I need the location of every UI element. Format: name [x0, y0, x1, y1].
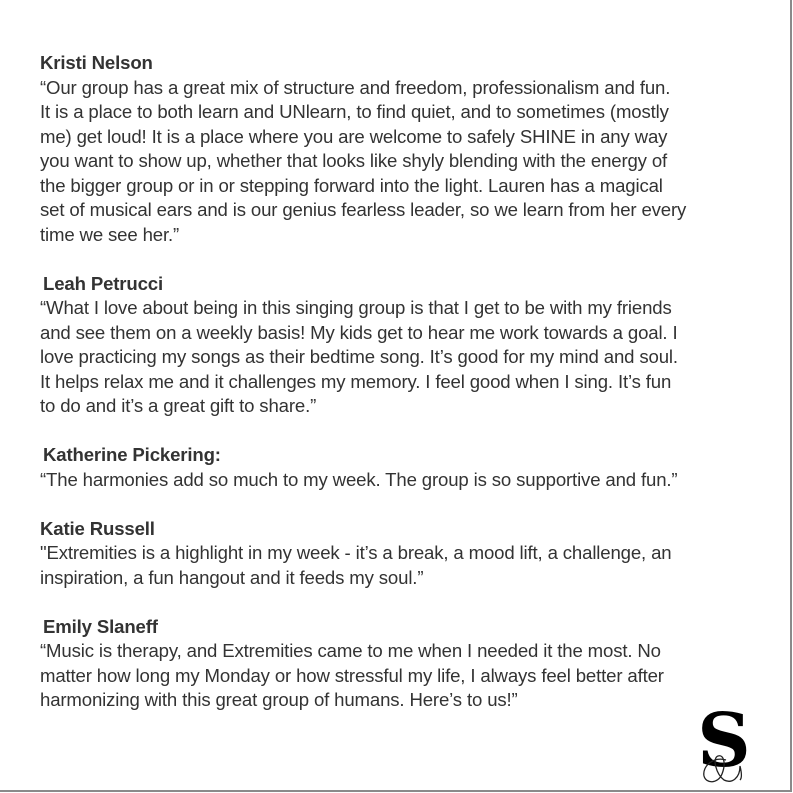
quote-line: me) get loud! It is a place where you are welcome to safely SHINE in any way: [40, 125, 668, 147]
testimonial-emily: [40, 615, 686, 713]
quote-line: time we see her.”: [40, 223, 180, 245]
testimonial-name: Katie Russell: [40, 517, 155, 539]
testimonial-katie: [40, 517, 686, 591]
quote-line: It is a place to both learn and UNlearn, to find quiet, and to sometimes (mostly: [40, 101, 669, 122]
testimonial-name: Emily Slaneff: [43, 615, 158, 637]
quote-line: “The harmonies add so much to my week. The group is so supportive and fun.”: [40, 468, 678, 490]
quote-line: the bigger group or in or stepping forward into the light. Lauren has a magical: [40, 174, 663, 196]
quote-line: "Extremities is a highlight in my week - it’s a break, a mood lift, a challenge, an: [40, 542, 672, 563]
quote-line: inspiration, a fun hangout and it feeds my soul.”: [40, 566, 424, 588]
logo-letter: S: [697, 708, 751, 784]
testimonial-leah: [40, 272, 686, 419]
testimonial-name: Kristi Nelson: [40, 52, 153, 73]
s-logo-icon: [696, 708, 752, 784]
quote-line: matter how long my Monday or how stressful my life, I always feel better after: [40, 664, 664, 686]
testimonial-name: Katherine Pickering:: [43, 444, 221, 465]
quote-line: It helps relax me and it challenges my memory. I feel good when I sing. It’s fun: [40, 370, 672, 392]
quote-line: “Music is therapy, and Extremities came to me when I needed it the most. No: [40, 640, 661, 661]
quote-line: you want to show up, whether that looks like shyly blending with the energy of: [40, 150, 668, 171]
quote-line: “Our group has a great mix of structure and freedom, professionalism and fun.: [40, 76, 671, 98]
quote-line: set of musical ears and is our genius fearless leader, so we learn from her every: [40, 199, 687, 220]
quote-line: love practicing my songs as their bedtime song. It’s good for my mind and soul.: [40, 346, 678, 367]
quote-line: harmonizing with this great group of humans. Here’s to us!”: [40, 689, 518, 710]
quote-line: to do and it’s a great gift to share.”: [40, 395, 317, 416]
testimonial-katherine: [40, 443, 686, 492]
testimonial-kristi: [40, 51, 686, 247]
testimonial-name: Leah Petrucci: [43, 272, 163, 294]
quote-line: and see them on a weekly basis! My kids get to hear me work towards a goal. I: [40, 321, 678, 343]
testimonials: [40, 51, 686, 737]
quote-line: “What I love about being in this singing group is that I get to be with my friends: [40, 297, 672, 318]
